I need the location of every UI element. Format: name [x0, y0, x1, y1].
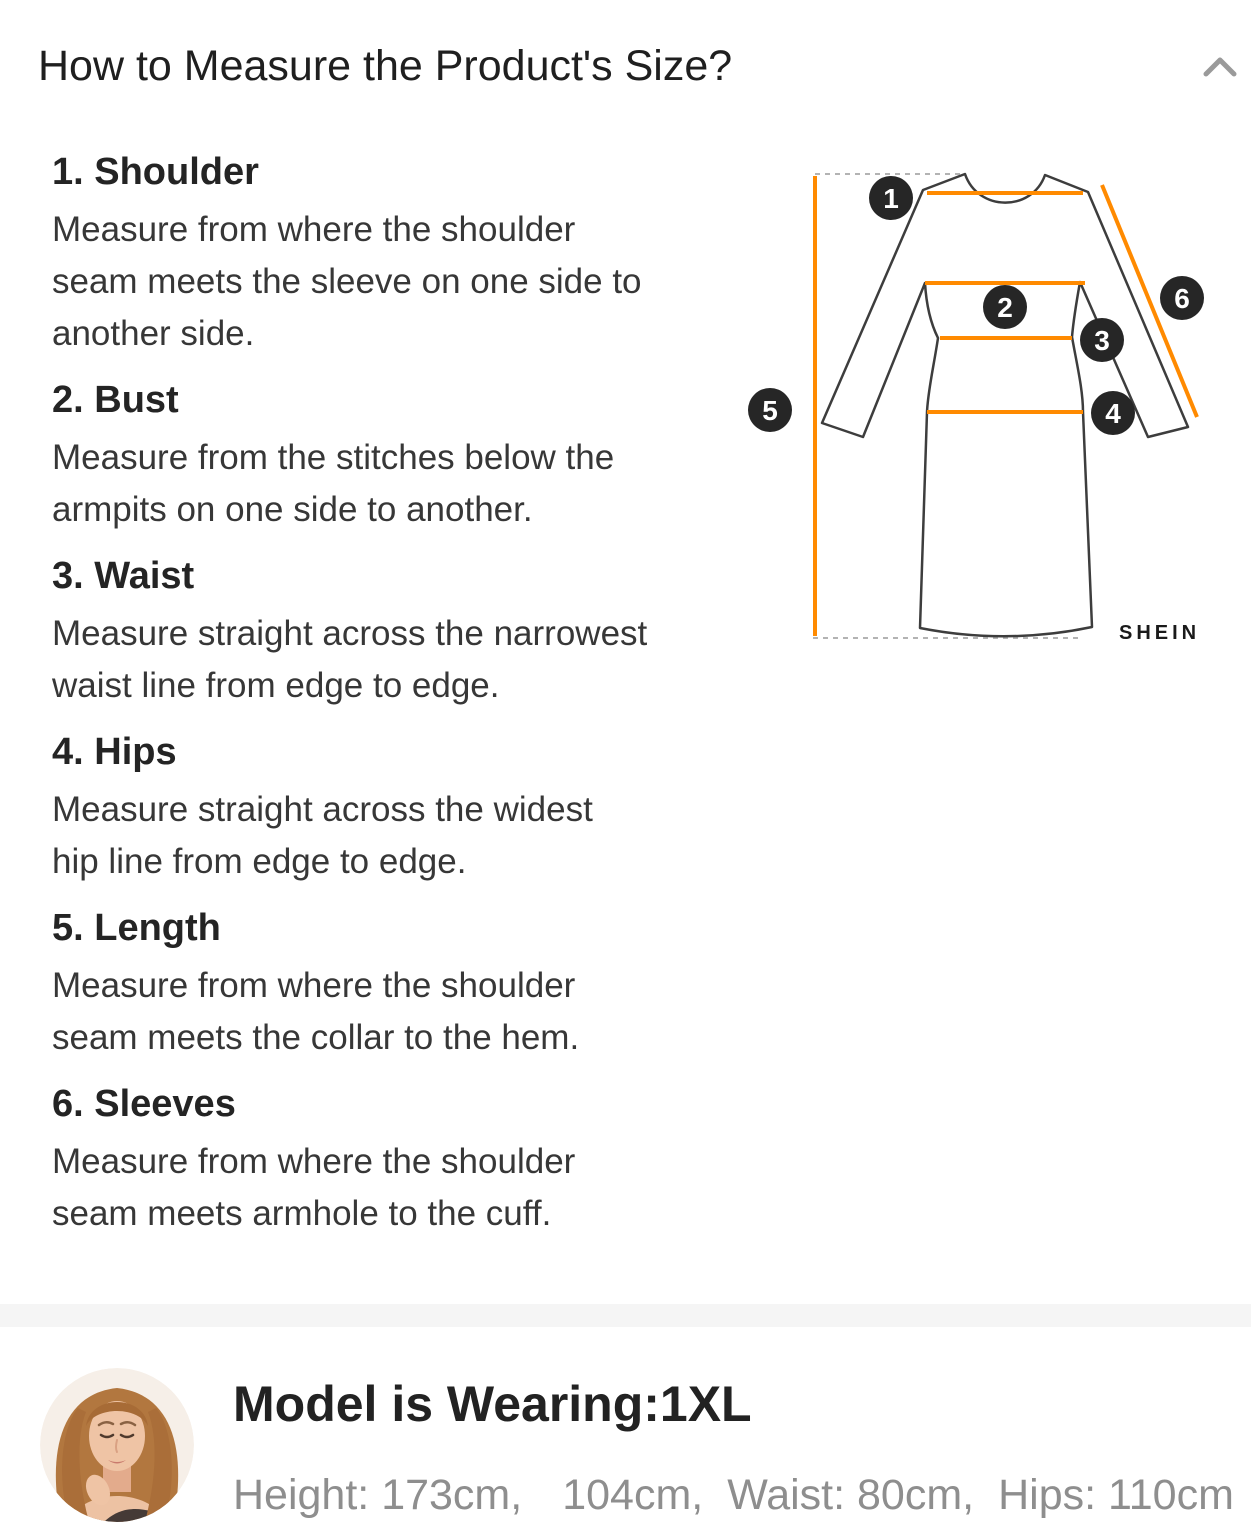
body-line: Measure straight across the widest	[52, 790, 593, 829]
body-line: Measure straight across the narrowest	[52, 614, 648, 653]
model-waist: Waist: 80cm,	[727, 1471, 975, 1519]
marker-shoulder	[869, 176, 913, 220]
section-heading: 1. Shoulder	[52, 151, 259, 193]
instruction-shoulder	[52, 150, 697, 360]
svg-text:2: 2	[997, 292, 1013, 323]
svg-text:5: 5	[762, 395, 778, 426]
body-line: hip line from edge to edge.	[52, 842, 467, 881]
instruction-bust	[52, 378, 697, 536]
svg-text:6: 6	[1174, 283, 1190, 314]
marker-sleeves	[1160, 276, 1204, 320]
section-divider	[0, 1304, 1251, 1327]
body-line: Measure from where the shoulder	[52, 966, 576, 1005]
body-line: another side.	[52, 314, 255, 353]
body-line: armpits on one side to another.	[52, 490, 533, 529]
section-heading: 5. Length	[52, 907, 221, 949]
model-bust: 104cm,	[562, 1471, 704, 1519]
section-body	[52, 1136, 697, 1240]
svg-text:4: 4	[1105, 398, 1121, 429]
section-heading: 6. Sleeves	[52, 1083, 236, 1125]
section-body	[52, 608, 697, 712]
chevron-up-icon	[1198, 50, 1242, 86]
page-title: How to Measure the Product's Size?	[38, 42, 733, 90]
marker-hips	[1091, 391, 1135, 435]
instruction-waist	[52, 554, 697, 712]
section-heading: 3. Waist	[52, 555, 195, 597]
marker-waist	[1080, 318, 1124, 362]
model-avatar	[40, 1368, 194, 1522]
model-measurements	[233, 1470, 1234, 1520]
measurement-instructions	[52, 150, 697, 1258]
section-heading: 2. Bust	[52, 379, 179, 421]
body-line: seam meets the collar to the hem.	[52, 1018, 580, 1057]
model-hips: Hips: 110cm	[998, 1471, 1234, 1519]
body-line: Measure from the stitches below the	[52, 438, 615, 477]
instruction-length	[52, 906, 697, 1064]
body-line: seam meets the sleeve on one side to	[52, 262, 642, 301]
body-line: seam meets armhole to the cuff.	[52, 1194, 552, 1233]
instruction-hips	[52, 730, 697, 888]
measurement-diagram	[745, 150, 1215, 662]
model-wearing-title: Model is Wearing:1XL	[233, 1376, 752, 1432]
svg-text:3: 3	[1094, 325, 1110, 356]
section-body	[52, 784, 697, 888]
model-avatar-photo	[40, 1368, 194, 1522]
section-body	[52, 432, 697, 536]
collapse-section-button[interactable]	[1198, 50, 1242, 86]
dress-diagram-illustration	[745, 150, 1215, 662]
body-line: Measure from where the shoulder	[52, 1142, 576, 1181]
section-body	[52, 960, 697, 1064]
marker-length	[748, 388, 792, 432]
body-line: Measure from where the shoulder	[52, 210, 576, 249]
instruction-sleeves	[52, 1082, 697, 1240]
shein-logo: SHEIN	[1119, 622, 1201, 644]
model-height: Height: 173cm,	[233, 1471, 523, 1519]
section-body	[52, 204, 697, 360]
section-heading: 4. Hips	[52, 731, 177, 773]
body-line: waist line from edge to edge.	[52, 666, 500, 705]
svg-text:1: 1	[883, 183, 899, 214]
marker-bust	[983, 285, 1027, 329]
